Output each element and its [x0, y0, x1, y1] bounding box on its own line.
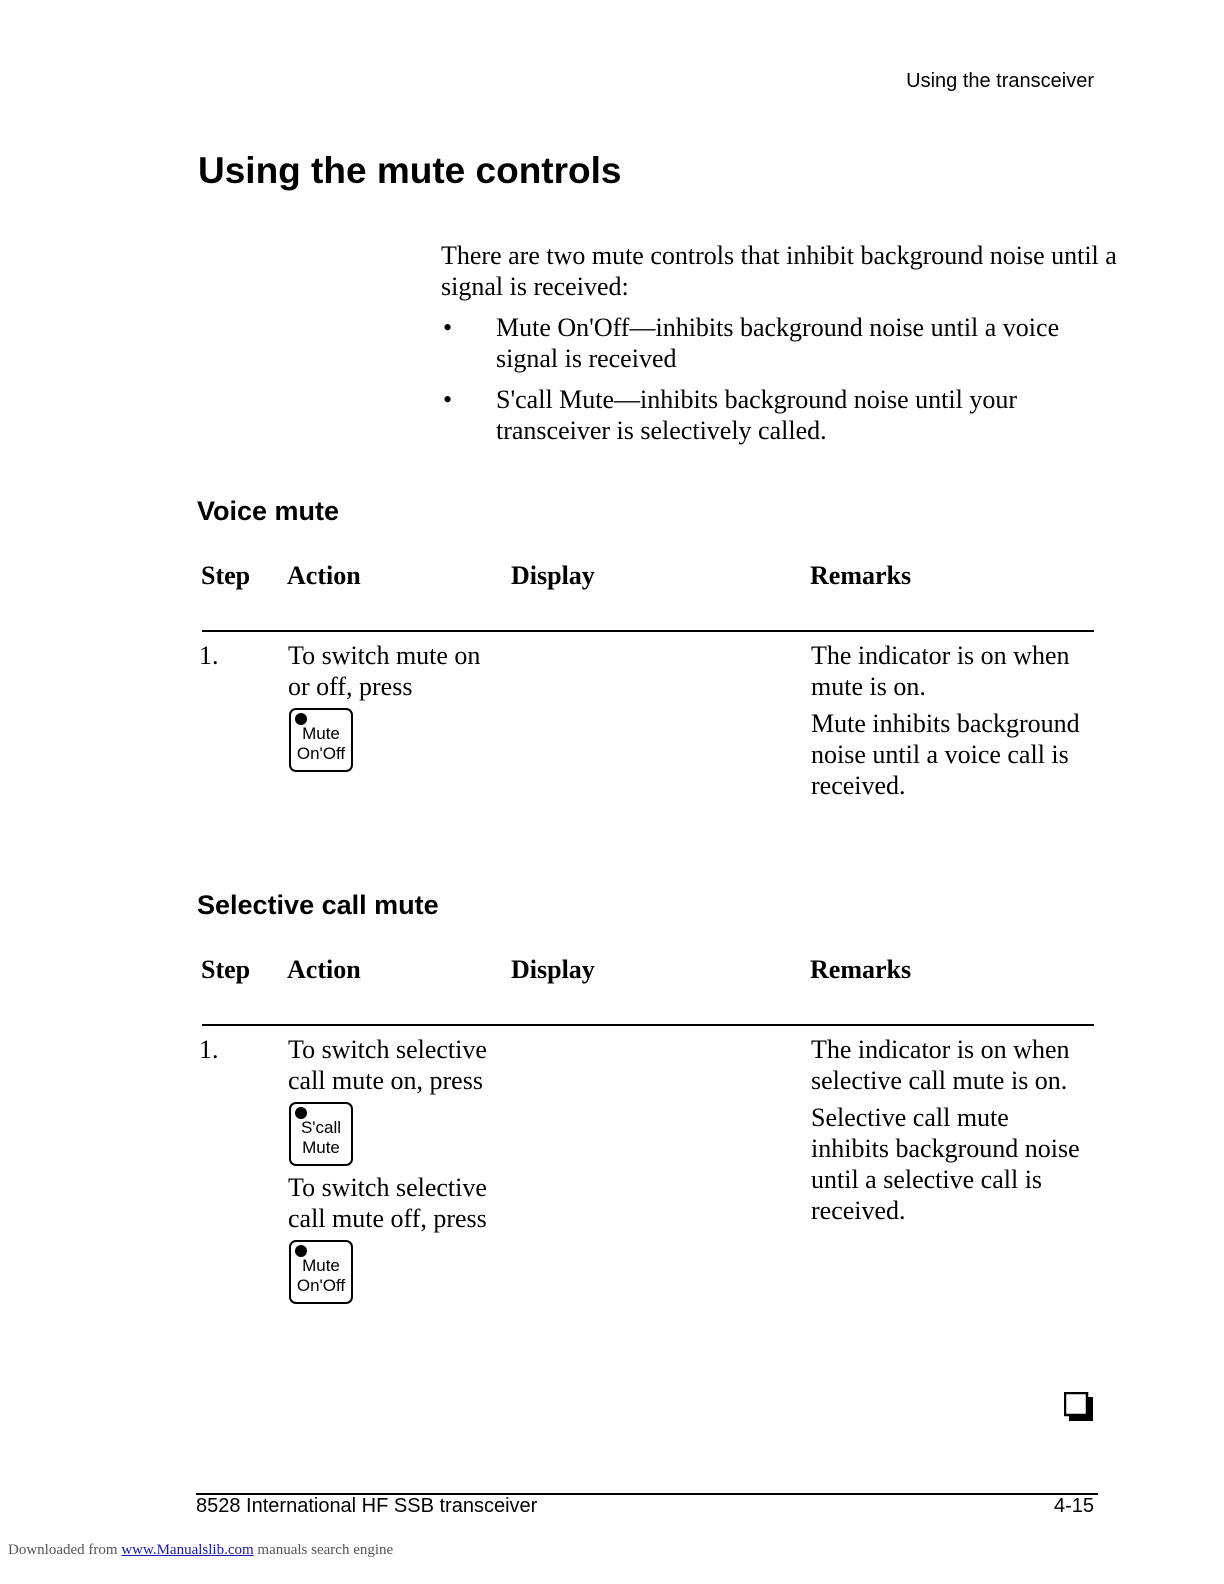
voice-action-cell: [288, 640, 500, 778]
voice-table-rule: [202, 630, 1094, 632]
voice-col-remarks: Remarks: [810, 561, 912, 590]
download-note-suffix: manuals search engine: [253, 1542, 394, 1558]
scall-remark-2: Selective call mute inhibits background noise until a selective call is received.: [811, 1103, 1080, 1225]
voice-remarks-cell: [811, 640, 1091, 801]
end-of-section-box-icon: [1064, 1392, 1094, 1422]
running-head: Using the transceiver: [906, 70, 1094, 92]
mute-onoff-key[interactable]: [289, 1240, 353, 1304]
scall-mute-key[interactable]: [289, 1102, 353, 1166]
scall-col-remarks: Remarks: [810, 955, 912, 984]
bullet-icon: •: [443, 313, 453, 342]
download-note-prefix: Downloaded from: [8, 1542, 122, 1558]
scall-col-step: Step: [201, 955, 251, 984]
scall-action-cell: [288, 1034, 493, 1310]
scall-remark-1: The indicator is on when selective call mute is on.: [811, 1035, 1070, 1095]
voice-col-display: Display: [511, 561, 595, 590]
scall-col-display: Display: [511, 955, 595, 984]
scall-step-number: 1.: [199, 1035, 219, 1064]
voice-col-step: Step: [201, 561, 251, 590]
page-title: Using the mute controls: [198, 150, 622, 191]
scall-table-rule: [202, 1024, 1094, 1026]
indicator-led-icon: [295, 1107, 307, 1119]
bullet-text: S'call Mute—inhibits background noise until your transceiver is selectively called.: [496, 385, 1018, 445]
key-label-line2: On'Off: [296, 1276, 346, 1295]
selective-call-mute-heading: Selective call mute: [197, 890, 439, 920]
key-label-line2: On'Off: [296, 744, 346, 763]
scall-remarks-cell: [811, 1034, 1091, 1226]
indicator-led-icon: [295, 713, 307, 725]
mute-onoff-key[interactable]: [289, 708, 353, 772]
footer-product-name: 8528 International HF SSB transceiver: [196, 1495, 538, 1517]
voice-remark-2: Mute inhibits background noise until a voice call is received.: [811, 709, 1080, 800]
voice-mute-heading: Voice mute: [197, 496, 340, 526]
key-label-line1: Mute: [302, 724, 340, 743]
list-item: [441, 312, 1121, 374]
download-note: [8, 1542, 393, 1559]
voice-action-text: To switch mute on or off, press: [288, 641, 481, 701]
indicator-led-icon: [295, 1245, 307, 1257]
intro-section: [441, 240, 1121, 456]
bullet-icon: •: [443, 385, 453, 414]
footer-page-number: 4-15: [1053, 1495, 1094, 1517]
intro-paragraph: There are two mute controls that inhibit background noise until a signal is received:: [441, 241, 1117, 301]
intro-bullet-list: [441, 312, 1121, 446]
bullet-text: Mute On'Off—inhibits background noise until a voice signal is received: [496, 313, 1060, 373]
voice-col-action: Action: [287, 561, 361, 590]
voice-remark-1: The indicator is on when mute is on.: [811, 641, 1070, 701]
scall-col-action: Action: [287, 955, 361, 984]
key-label-line1: S'call: [300, 1118, 342, 1137]
manualslib-link[interactable]: www.Manualslib.com: [121, 1542, 254, 1558]
scall-action-on-text: To switch selective call mute on, press: [288, 1035, 487, 1095]
scall-action-off-text: To switch selective call mute off, press: [288, 1173, 487, 1233]
key-label-line1: Mute: [302, 1256, 340, 1275]
key-label-line2: Mute: [302, 1138, 340, 1157]
list-item: [441, 384, 1121, 446]
voice-step-number: 1.: [199, 641, 219, 670]
